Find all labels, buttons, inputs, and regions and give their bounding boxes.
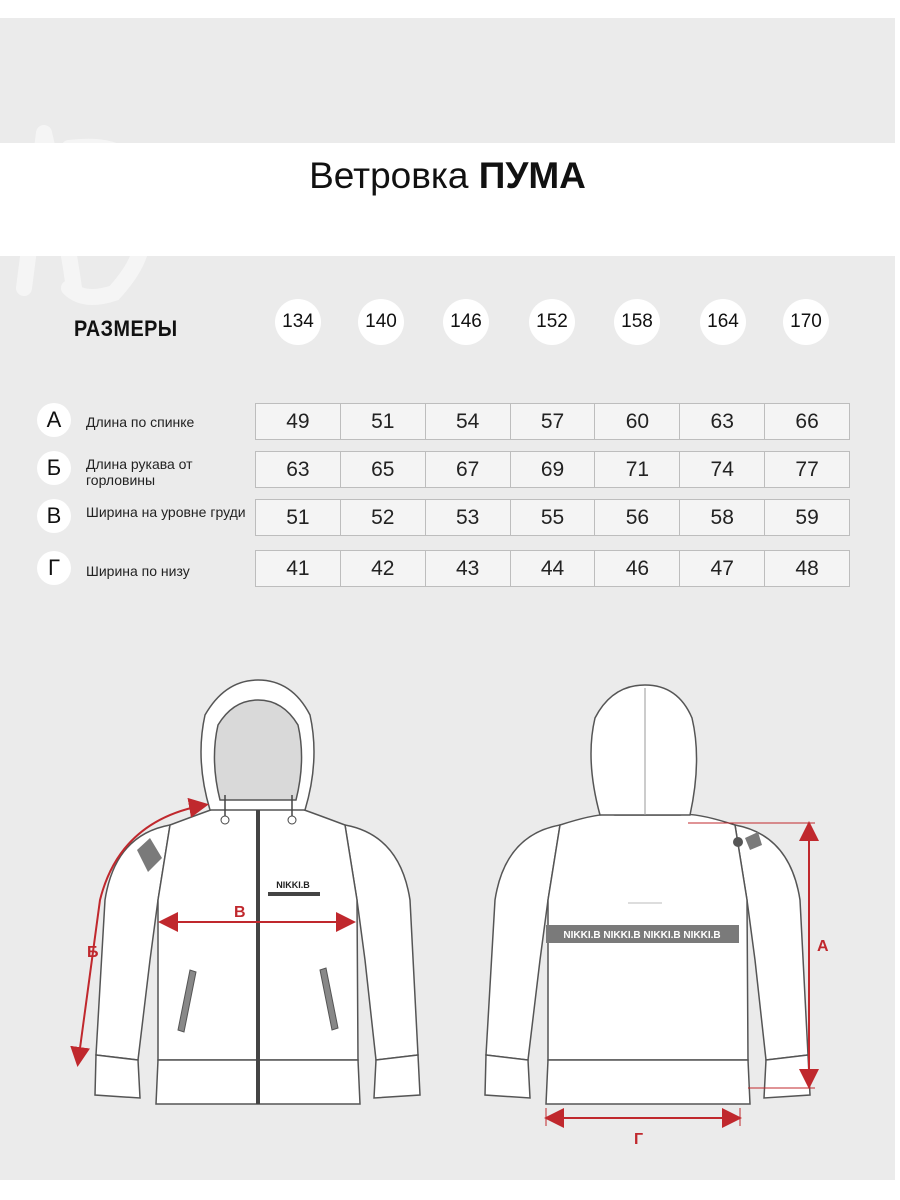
table-cell: 60 — [595, 404, 680, 439]
table-cell: 77 — [795, 457, 819, 481]
table-cell: 56 — [595, 500, 680, 535]
table-cell: 48 — [795, 556, 819, 580]
table-cell: 74 — [680, 452, 765, 487]
measure-label-v: В — [234, 904, 246, 921]
measure-label-g: Г — [634, 1131, 644, 1148]
measure-label-b: Б — [87, 944, 99, 961]
front-chest-logo: NIKKI.B — [276, 880, 310, 890]
sizes-label: РАЗМЕРЫ — [74, 316, 178, 341]
table-cell: 51 — [341, 404, 426, 439]
row-label: Ширина по низу — [86, 563, 190, 579]
back-waistband — [546, 1060, 750, 1104]
size-circle: 164 — [700, 299, 746, 345]
back-left-cuff — [485, 1055, 530, 1098]
table-cell: 58 — [680, 500, 765, 535]
toggle-right — [288, 816, 296, 824]
size-circle: 140 — [358, 299, 404, 345]
back-hood — [591, 685, 697, 815]
row-label: Длина по спинке — [86, 414, 195, 430]
title-bold: ПУМА — [478, 155, 586, 196]
table-cell: 47 — [680, 551, 765, 586]
table-cell: 52 — [341, 500, 426, 535]
table-cell: 66 — [795, 409, 819, 433]
front-hood-opening — [214, 700, 301, 800]
back-sleeve-badge — [733, 837, 743, 847]
table-cell: 49 — [256, 404, 341, 439]
table-cell: 65 — [341, 452, 426, 487]
front-right-cuff — [374, 1055, 420, 1098]
size-circle: 152 — [529, 299, 575, 345]
row-letter: Г — [37, 551, 71, 585]
table-cell: 59 — [795, 505, 819, 529]
table-cell: 44 — [511, 551, 596, 586]
table-cell: 54 — [426, 404, 511, 439]
table-cell: 43 — [426, 551, 511, 586]
size-circle: 158 — [614, 299, 660, 345]
back-jacket — [485, 685, 810, 1104]
front-chest-stripe — [268, 892, 320, 896]
table-cell: 57 — [511, 404, 596, 439]
row-letter: В — [37, 499, 71, 533]
table-cell: 53 — [426, 500, 511, 535]
title-regular: Ветровка — [309, 155, 479, 196]
table-cell: 71 — [595, 452, 680, 487]
size-circle: 146 — [443, 299, 489, 345]
table-cell: 46 — [595, 551, 680, 586]
table-cell: 67 — [426, 452, 511, 487]
table-cell: 63 — [256, 452, 341, 487]
row-label: Длина рукава от горловины — [86, 456, 193, 488]
row-letter: Б — [37, 451, 71, 485]
back-brand-text: NIKKI.B NIKKI.B NIKKI.B NIKKI.B — [563, 930, 721, 941]
row-label: Ширина на уровне груди — [86, 504, 246, 520]
size-circle: 170 — [783, 299, 829, 345]
table-cell: 51 — [256, 500, 341, 535]
table-cell: 41 — [256, 551, 341, 586]
toggle-left — [221, 816, 229, 824]
table-cell: 69 — [511, 452, 596, 487]
size-circle: 134 — [275, 299, 321, 345]
row-letter: А — [37, 403, 71, 437]
measure-label-a: А — [817, 938, 829, 955]
table-cell: 42 — [341, 551, 426, 586]
table-cell: 55 — [511, 500, 596, 535]
back-right-cuff — [764, 1055, 810, 1098]
front-left-cuff — [95, 1055, 140, 1098]
table-cell: 63 — [680, 404, 765, 439]
